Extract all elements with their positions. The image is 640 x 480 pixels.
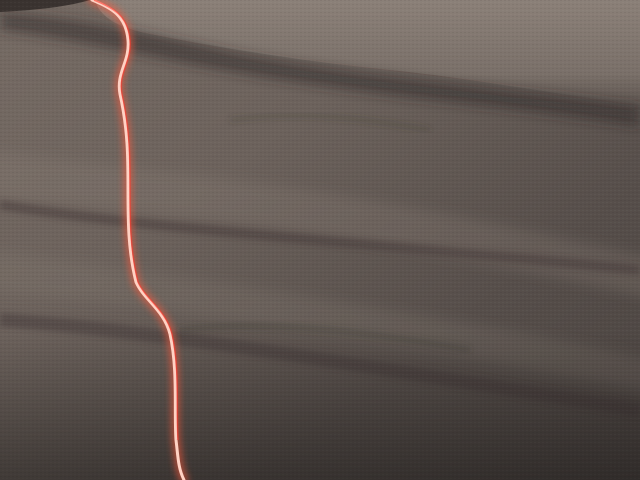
bottom-vignette <box>0 330 640 480</box>
